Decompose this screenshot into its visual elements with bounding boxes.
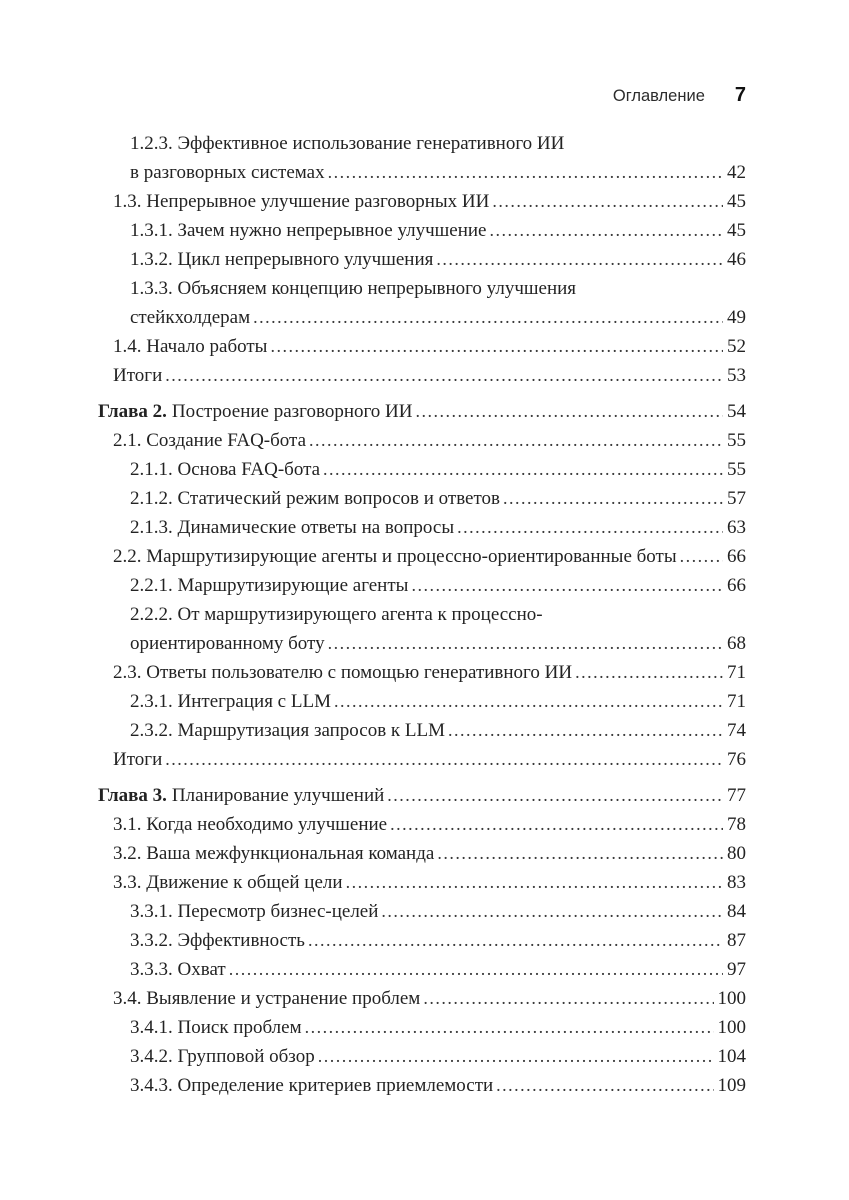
dot-leader [489,216,723,245]
toc-entry-line [98,658,746,687]
toc-entry-title: 3.4. Выявление и устранение проблем [113,988,421,1009]
toc-entry-page: 63 [727,517,746,538]
toc-entry-page: 45 [727,191,746,212]
toc-entry [98,810,746,839]
toc-entry-title: 2.2.1. Маршрутизирующие агенты [130,575,409,596]
toc-entry-title: 1.3.3. Объясняем концепцию непрерывного улучшения [130,278,577,299]
toc-entry [98,1042,746,1071]
toc-entry [98,571,746,600]
toc-entry-line [98,810,746,839]
toc-entry-line [98,274,746,303]
dot-leader [165,361,723,390]
toc-entry-line [98,781,746,810]
toc-entry-page: 71 [727,691,746,712]
toc-entry [98,984,746,1013]
toc-entry-title: стейкхолдерам [130,307,251,328]
toc-entry-page: 57 [727,488,746,509]
toc-entry-line [98,158,746,187]
toc-entry-title: 1.4. Начало работы [113,336,268,357]
toc-entry-title: 2.3.1. Интеграция с LLM [130,691,331,712]
toc-entry-line [98,129,746,158]
toc-entry-line [98,455,746,484]
toc-entry-line [98,216,746,245]
toc-entry-title: 3.4.3. Определение критериев приемлемости [130,1075,494,1096]
toc-entry-title: 3.3.2. Эффективность [130,930,305,951]
toc-entry-page: 84 [727,901,746,922]
toc-entry-page: 97 [727,959,746,980]
toc-entry-page: 45 [727,220,746,241]
toc-entry [98,1071,746,1100]
toc-entry-title: 3.1. Когда необходимо улучшение [113,814,388,835]
running-head-page-number: 7 [734,84,746,106]
toc-entry [98,868,746,897]
toc-entry-title: Итоги [113,365,163,386]
toc-entry-title: 3.2. Ваша межфункциональная команда [113,843,435,864]
toc-entry-page: 52 [727,336,746,357]
toc-entry-title: 3.3.1. Пересмотр бизнес-целей [130,901,379,922]
toc-entry-line [98,571,746,600]
toc-entry [98,542,746,571]
toc-entry-title: ориентированному боту [130,633,325,654]
dot-leader [381,897,723,926]
toc-entry-page: 55 [727,430,746,451]
toc-entry-title: 3.4.2. Групповой обзор [130,1046,315,1067]
toc-entry-line [98,513,746,542]
toc-entry-line [98,484,746,513]
toc-entry [98,455,746,484]
toc-chapter-label: Глава 3. [98,785,167,806]
toc-entry-page: 83 [727,872,746,893]
dot-leader [323,455,723,484]
toc-entry-page: 78 [727,814,746,835]
toc-entry [98,426,746,455]
toc-entry-page: 66 [727,575,746,596]
dot-leader [411,571,723,600]
toc-entry-page: 42 [727,162,746,183]
dot-leader [328,158,723,187]
toc-entry-line [98,868,746,897]
toc-entry-title: 3.4.1. Поиск проблем [130,1017,302,1038]
running-head [98,84,746,107]
toc-entry-page: 71 [727,662,746,683]
toc-entry-page: 100 [717,988,746,1009]
dot-leader [437,839,723,868]
toc-entry-line [98,600,746,629]
toc-entry [98,600,746,658]
toc-entry-line [98,955,746,984]
dot-leader [416,397,723,426]
toc-entry-title: 2.2. Маршрутизирующие агенты и процессно-ориентированные боты [113,546,677,567]
toc-entry-line [98,984,746,1013]
toc-entry-page: 53 [727,365,746,386]
toc-entry [98,687,746,716]
toc-entry-page: 54 [727,401,746,422]
dot-leader [436,245,723,274]
toc-entry [98,397,746,426]
toc-entry [98,216,746,245]
dot-leader [305,1013,714,1042]
dot-leader [346,868,723,897]
toc-entry-title: Итоги [113,749,163,770]
toc-entry-line [98,745,746,774]
running-head-title: Оглавление [612,87,705,105]
toc-entry-line [98,716,746,745]
toc-entry-line [98,397,746,426]
toc-entry [98,1013,746,1042]
toc-entry-page: 74 [727,720,746,741]
toc-entry-page: 55 [727,459,746,480]
toc-entry-line [98,187,746,216]
toc-entry [98,781,746,810]
toc-entry-line [98,426,746,455]
toc-entry [98,484,746,513]
toc-entry [98,716,746,745]
toc-entry-title: 2.1.2. Статический режим вопросов и ответов [130,488,501,509]
toc-entry-title: 2.2.2. От маршрутизирующего агента к процессно- [130,604,543,625]
toc-entry [98,839,746,868]
toc-entry-line [98,303,746,332]
toc-entry-title: 2.3.2. Маршрутизация запросов к LLM [130,720,446,741]
dot-leader [309,426,723,455]
toc-chapter-label: Глава 2. [98,401,167,422]
dot-leader [328,629,723,658]
toc-entry-page: 76 [727,749,746,770]
toc-entry-line [98,1013,746,1042]
dot-leader [496,1071,713,1100]
toc-entry-line [98,1071,746,1100]
toc-entry-title: Построение разговорного ИИ [171,401,413,422]
dot-leader [457,513,723,542]
dot-leader [334,687,723,716]
dot-leader [387,781,723,810]
toc-entry-line [98,361,746,390]
dot-leader [318,1042,714,1071]
toc-entry-title: в разговорных системах [130,162,325,183]
dot-leader [253,303,723,332]
toc-entry-title: 2.1. Создание FAQ-бота [113,430,307,451]
dot-leader [308,926,723,955]
toc-entry-title: 3.3. Движение к общей цели [113,872,343,893]
toc-entry-line [98,542,746,571]
toc-entry [98,361,746,390]
toc-entry-line [98,245,746,274]
dot-leader [503,484,723,513]
toc-entry [98,129,746,187]
page-content [98,84,746,1100]
toc-entry-page: 80 [727,843,746,864]
toc-entry-page: 87 [727,930,746,951]
dot-leader [492,187,723,216]
toc-entry-page: 104 [717,1046,746,1067]
toc-entry [98,897,746,926]
toc-entry-line [98,687,746,716]
toc-entry [98,745,746,774]
toc-entry-page: 77 [727,785,746,806]
toc-entry-line [98,629,746,658]
toc-entry-title: 1.3.2. Цикл непрерывного улучшения [130,249,434,270]
toc-entry [98,513,746,542]
toc-entry [98,658,746,687]
toc-entry-title: 3.3.3. Охват [130,959,226,980]
dot-leader [165,745,723,774]
toc-entry [98,274,746,332]
toc-entry-line [98,897,746,926]
dot-leader [423,984,713,1013]
toc-entry-title: 1.2.3. Эффективное использование генеративного ИИ [130,133,565,154]
toc-entry-title: 2.3. Ответы пользователю с помощью генеративного ИИ [113,662,573,683]
toc-entry-title: Планирование улучшений [171,785,385,806]
toc-entry [98,332,746,361]
table-of-contents [98,129,746,1100]
toc-entry [98,245,746,274]
toc-entry-page: 100 [717,1017,746,1038]
toc-entry [98,926,746,955]
dot-leader [229,955,723,984]
toc-entry-line [98,926,746,955]
toc-entry [98,955,746,984]
toc-entry-page: 49 [727,307,746,328]
toc-entry [98,187,746,216]
toc-entry-title: 2.1.1. Основа FAQ-бота [130,459,321,480]
toc-entry-title: 1.3.1. Зачем нужно непрерывное улучшение [130,220,487,241]
toc-entry-title: 2.1.3. Динамические ответы на вопросы [130,517,455,538]
toc-entry-page: 68 [727,633,746,654]
dot-leader [270,332,723,361]
toc-entry-page: 66 [727,546,746,567]
toc-entry-line [98,839,746,868]
dot-leader [448,716,723,745]
toc-entry-title: 1.3. Непрерывное улучшение разговорных ИИ [113,191,490,212]
toc-entry-line [98,332,746,361]
toc-entry-page: 46 [727,249,746,270]
dot-leader [680,542,723,571]
dot-leader [390,810,723,839]
toc-entry-line [98,1042,746,1071]
toc-entry-page: 109 [717,1075,746,1096]
dot-leader [575,658,723,687]
